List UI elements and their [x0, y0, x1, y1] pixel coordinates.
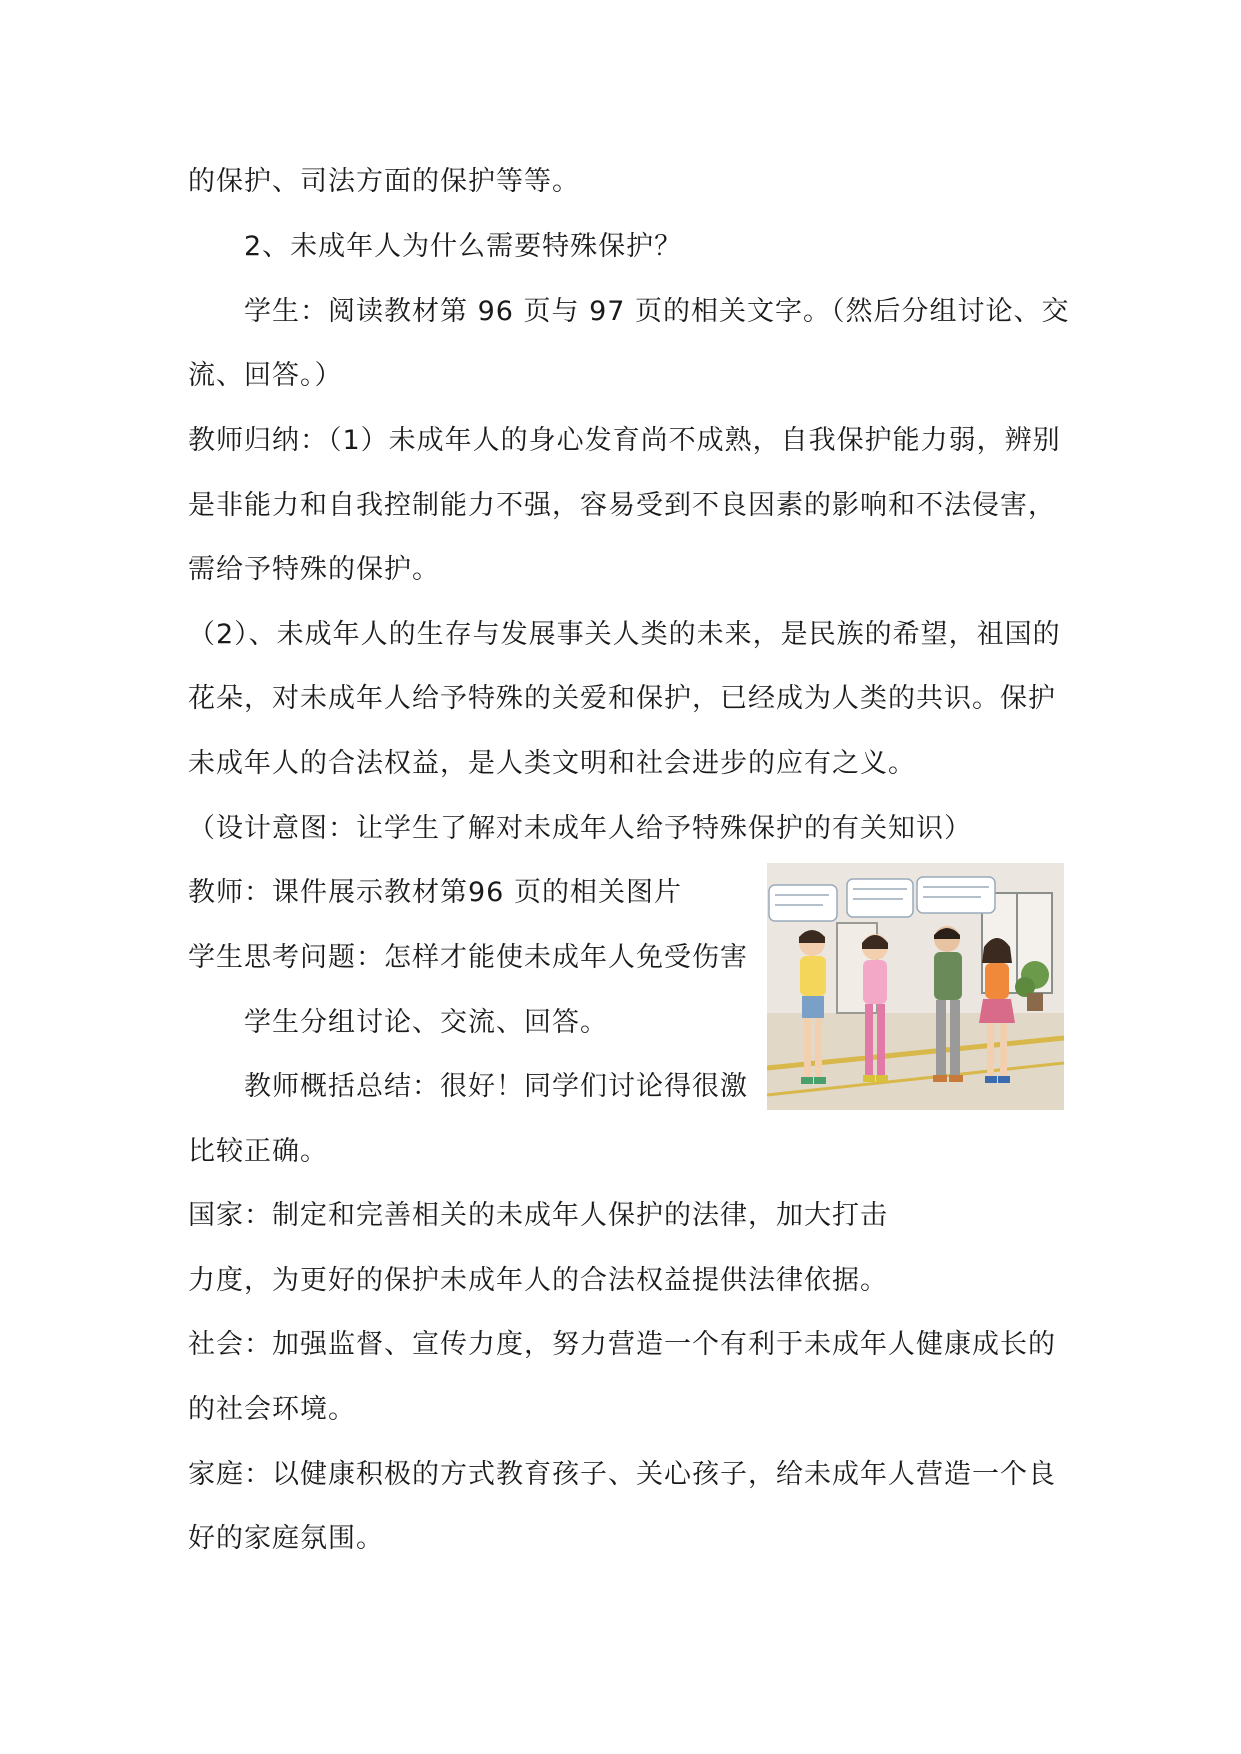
text-line: 学生：阅读教材第 96 页与 97 页的相关文字。（然后分组讨论、交	[244, 296, 1070, 327]
text-line: 需给予特殊的保护。	[188, 554, 440, 585]
text-line: 花朵，对未成年人给予特殊的关爱和保护，已经成为人类的共识。保护	[188, 683, 1056, 714]
text-line: 好的家庭氛围。	[188, 1523, 384, 1554]
textbook-illustration	[767, 863, 1064, 1110]
text-line: 流、回答。）	[188, 360, 343, 391]
text-line: 教师：课件展示教材第96 页的相关图片	[188, 877, 682, 908]
illustration-drawing	[767, 863, 1064, 1110]
text-line: 未成年人的合法权益，是人类文明和社会进步的应有之义。	[188, 748, 916, 779]
text-line: 国家：制定和完善相关的未成年人保护的法律，加大打击	[188, 1200, 888, 1231]
text-line: 社会：加强监督、宣传力度，努力营造一个有利于未成年人健康成长的	[188, 1329, 1056, 1360]
text-line: 学生分组讨论、交流、回答。	[244, 1007, 608, 1038]
text-line: 的社会环境。	[188, 1394, 356, 1425]
text-line: 教师归纳：（1）未成年人的身心发育尚不成熟，自我保护能力弱，辨别	[188, 425, 1061, 456]
text-line: 家庭：以健康积极的方式教育孩子、关心孩子，给未成年人营造一个良	[188, 1459, 1056, 1490]
text-line: 比较正确。	[188, 1136, 328, 1167]
text-line: 学生思考问题：怎样才能使未成年人免受伤害	[188, 942, 748, 973]
text-line: 的保护、司法方面的保护等等。	[188, 166, 580, 197]
text-line: 是非能力和自我控制能力不强，容易受到不良因素的影响和不法侵害，	[188, 490, 1056, 521]
text-line: 力度，为更好的保护未成年人的合法权益提供法律依据。	[188, 1265, 888, 1296]
text-line: （2）、未成年人的生存与发展事关人类的未来，是民族的希望，祖国的	[188, 619, 1061, 650]
text-line: 教师概括总结：很好！同学们讨论得很激	[244, 1071, 748, 1102]
section-heading: 2、未成年人为什么需要特殊保护？	[244, 231, 683, 262]
design-intent-note: （设计意图：让学生了解对未成年人给予特殊保护的有关知识）	[188, 813, 972, 844]
